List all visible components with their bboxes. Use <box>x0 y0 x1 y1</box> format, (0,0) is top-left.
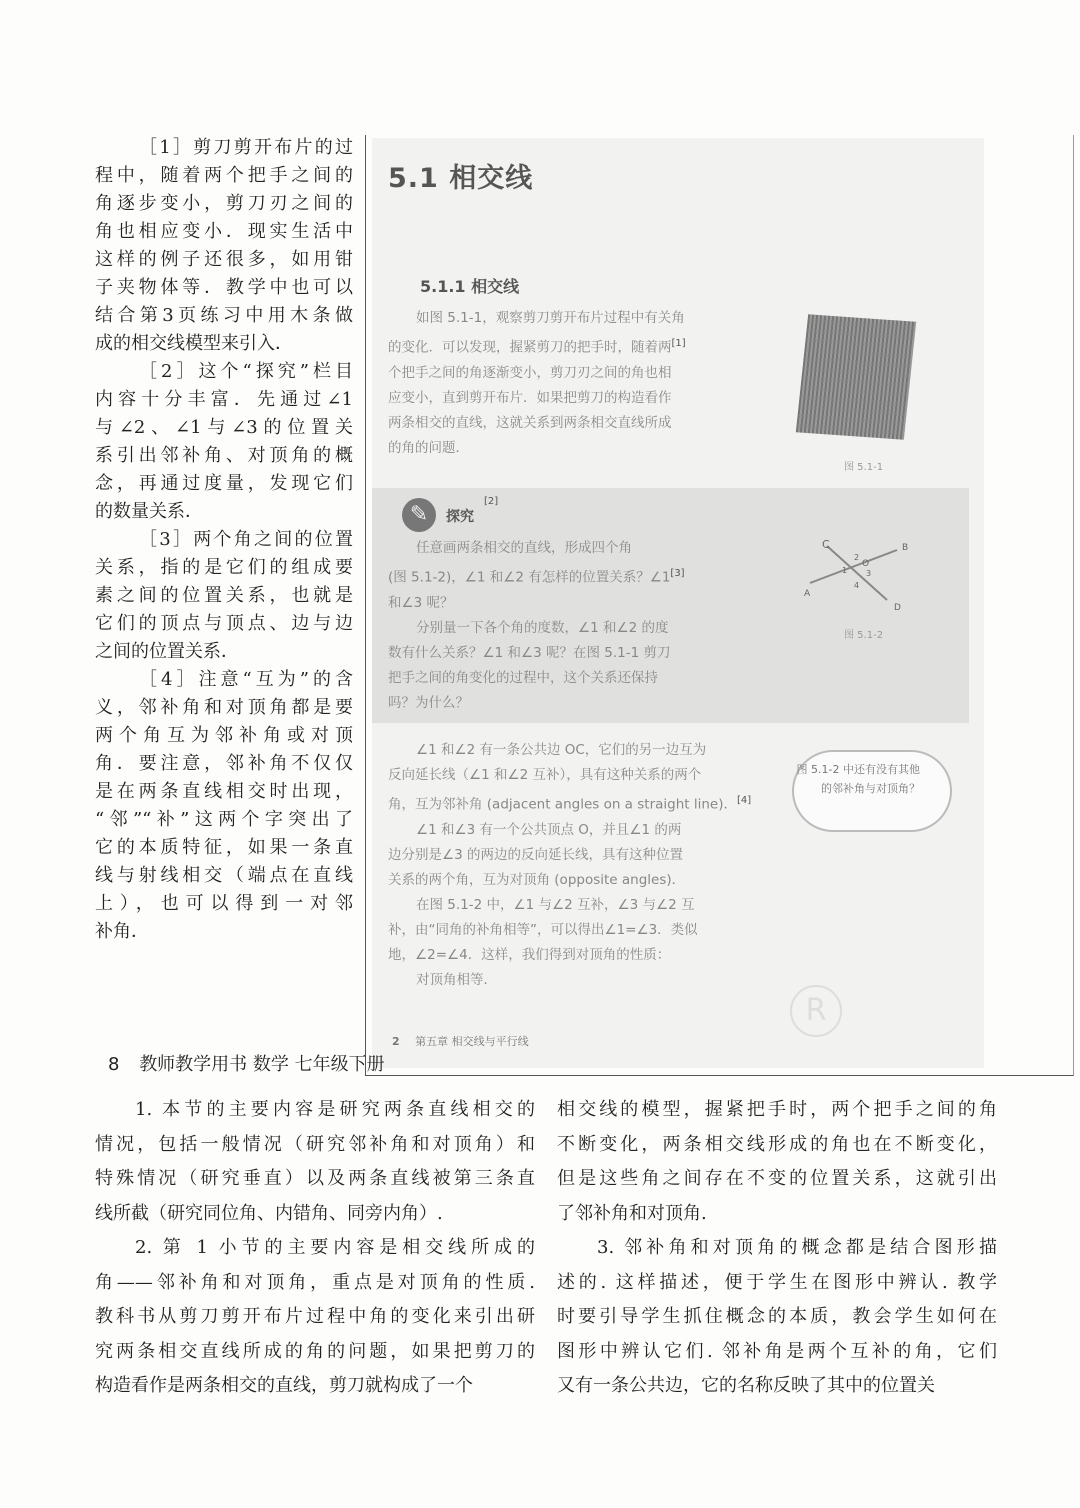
note-line: 义，邻补角和对顶角都是要 <box>95 697 353 718</box>
explore-text <box>388 536 758 716</box>
text-line: 和∠3 呢？ <box>388 594 454 611</box>
fig-label: 4 <box>854 581 860 590</box>
text-line: 的角的问题． <box>388 439 469 456</box>
note-line: 两个角互为邻补角或对顶 <box>95 725 353 746</box>
note-line: 角也相应变小．现实生活中 <box>95 221 353 242</box>
note-1 <box>95 134 353 358</box>
figure-caption: 图 5.1-1 <box>844 462 884 473</box>
note-line: 内容十分丰富．先通过∠1 <box>95 389 353 410</box>
note-marker: [1] <box>671 338 686 349</box>
text-line: 究两条相交直线所成的角的问题，如果把剪刀的 <box>95 1340 535 1362</box>
fig-label: 3 <box>866 569 872 578</box>
fig-label: B <box>902 543 909 553</box>
text-line: 但是这些角之间存在不变的位置关系，这就引出 <box>557 1168 997 1189</box>
text-line: 角，互为邻补角 (adjacent angles on a straight line)．[4] <box>388 795 752 813</box>
explore-box <box>372 488 969 723</box>
text-line: 分别量一下各个角的度数，∠1 和∠2 的度 <box>416 619 669 636</box>
section-title: 5.1 相交线 <box>388 163 534 194</box>
text-line: 邻补角与对顶角？ <box>832 782 920 795</box>
textbook-chapter: 第五章 相交线与平行线 <box>415 1035 529 1048</box>
text-line: 数有什么关系？∠1 和∠3 呢？在图 5.1-1 剪刀 <box>388 644 671 661</box>
watermark-registered-icon: R <box>790 985 842 1037</box>
note-line: 结合第3页练习中用木条做 <box>95 305 353 326</box>
fig-label: D <box>894 603 901 613</box>
scissors-cloth-figure <box>796 314 916 440</box>
note-line: 成的相交线模型来引入． <box>95 333 293 354</box>
note-3 <box>95 526 353 666</box>
note-marker: [2] <box>484 496 499 507</box>
text-line: 教科书从剪刀剪开布片过程中角的变化来引出研 <box>95 1306 535 1327</box>
text-line: 又有一条公共边，它的名称反映了其中的位置关 <box>557 1375 935 1396</box>
note-line: 补角． <box>95 921 149 942</box>
text-line: 两条相交的直线，这就关系到两条相交直线所成 <box>388 414 672 431</box>
text-line: 个把手之间的角逐渐变小，剪刀刃之间的角也相 <box>388 364 672 381</box>
note-line: 之间的位置关系． <box>95 641 239 662</box>
text-line: 特殊情况（研究垂直）以及两条直线被第三条直 <box>95 1168 535 1189</box>
text-line: ∠1 和∠2 有一条公共边 OC，它们的另一边互为 <box>416 742 707 758</box>
textbook-page <box>372 138 984 1068</box>
note-line: ［3］两个角之间的位置 <box>139 529 353 550</box>
note-line: 它们的顶点与顶点、边与边 <box>95 613 353 634</box>
note-line: 它的本质特征，如果一条直 <box>95 837 353 858</box>
fig-label: C <box>822 538 830 551</box>
explore-logo-icon: ✎ <box>402 498 436 532</box>
footer-line <box>108 1050 385 1076</box>
text-line: 构造看作是两条相交的直线，剪刀就构成了一个 <box>95 1375 473 1396</box>
note-line: ［1］剪刀剪开布片的过 <box>139 137 353 158</box>
explore-title: 探究 <box>446 509 474 525</box>
text-line: 3. 邻补角和对顶角的概念都是结合图形描 <box>597 1237 997 1258</box>
note-line: 线与射线相交（端点在直线 <box>95 865 353 886</box>
fig-label: A <box>804 589 811 599</box>
text-line: ∠1 和∠3 有一个公共顶点 O，并且∠1 的两 <box>416 821 682 838</box>
note-line: 与∠2、∠1与∠3的位置关 <box>95 417 353 438</box>
text-line: 任意画两条相交的直线，形成四个角 <box>416 540 632 556</box>
text-line: 对顶角相等． <box>416 971 497 988</box>
text-line: 边分别是∠3 的两边的反向延长线，具有这种位置 <box>388 846 683 863</box>
text-line: 线所截（研究同位角、内错角、同旁内角）. <box>95 1202 443 1224</box>
text-line: 把手之间的角变化的过程中，这个关系还保持 <box>388 669 658 686</box>
note-line: ［2］这个“探究”栏目 <box>139 361 353 382</box>
body-text <box>388 738 788 993</box>
note-line: “邻”“补”这两个字突出了 <box>95 809 353 830</box>
book-title: 教师教学用书 数学 七年级下册 <box>139 1054 385 1075</box>
note-line: 角．要注意，邻补角不仅仅 <box>95 753 353 774</box>
bottom-right-column <box>557 1093 997 1404</box>
text-line: 述的. 这样描述，便于学生在图形中辨认. 教学 <box>557 1271 997 1293</box>
text-line: 地，∠2=∠4．这样，我们得到对顶角的性质： <box>388 946 671 963</box>
intersecting-lines-figure <box>802 538 912 618</box>
text-line: 时要引导学生抓住概念的本质，教会学生如何在 <box>557 1306 997 1327</box>
figure-caption: 图 5.1-2 <box>844 630 884 641</box>
text-line: 相交线的模型，握紧把手时，两个把手之间的角 <box>557 1099 997 1120</box>
intro-paragraph <box>388 306 788 461</box>
text-line: 不断变化，两条相交线形成的角也在不断变化， <box>557 1133 997 1155</box>
text-line: 应变小，直到剪开布片．如果把剪刀的构造看作 <box>388 389 672 406</box>
textbook-footer <box>392 1033 529 1049</box>
text-line: 还有没有其他的 <box>821 763 920 795</box>
note-line: 子夹物体等．教学中也可以 <box>95 277 353 298</box>
note-line: 上），也可以得到一对邻 <box>95 893 353 914</box>
note-line: 这样的例子还很多，如用钳 <box>95 249 353 270</box>
fig-label: 2 <box>854 553 860 562</box>
note-marker: [4] <box>736 795 752 806</box>
note-4 <box>95 666 353 946</box>
note-line: 的数量关系． <box>95 501 203 522</box>
fig-label: O <box>862 559 870 569</box>
note-line: 关系，指的是它们的组成要 <box>95 557 353 578</box>
text-line: 角——邻补角和对顶角，重点是对顶角的性质. <box>95 1271 535 1293</box>
text-line: 图 5.1-2 中 <box>796 763 854 776</box>
note-line: 系引出邻补角、对顶角的概 <box>95 445 353 466</box>
note-line: 素之间的位置关系，也就是 <box>95 585 353 606</box>
textbook-page-number: 2 <box>392 1035 400 1048</box>
teacher-notes-column <box>95 134 353 946</box>
text-line: 如图 5.1-1，观察剪刀剪开布片过程中有关角 <box>416 310 685 326</box>
text-line: 情况，包括一般情况（研究邻补角和对顶角）和 <box>95 1133 535 1155</box>
text-line: 补，由“同角的补角相等”，可以得出∠1=∠3．类似 <box>388 921 698 938</box>
bottom-left-column <box>95 1093 535 1404</box>
text-line: 了邻补角和对顶角. <box>557 1202 707 1224</box>
note-line: 程中，随着两个把手之间的 <box>95 165 353 186</box>
note-line: ［4］注意“互为”的含 <box>139 669 353 690</box>
note-2 <box>95 358 353 526</box>
text-line: (图 5.1-2)，∠1 和∠2 有怎样的位置关系？∠1[3] <box>388 568 685 586</box>
note-marker: [3] <box>670 568 685 579</box>
note-line: 角逐步变小，剪刀刃之间的 <box>95 193 353 214</box>
subsection-title: 5.1.1 相交线 <box>420 277 520 296</box>
text-line: 2. 第 1 小节的主要内容是相交线所成的 <box>135 1237 535 1258</box>
text-line: 吗？为什么？ <box>388 694 469 711</box>
note-line: 是在两条直线相交时出现， <box>95 781 353 802</box>
thought-cloud <box>792 750 952 832</box>
text-line: 关系的两个角，互为对顶角 (opposite angles)． <box>388 871 686 888</box>
text-line: 图形中辨认它们. 邻补角是两个互补的角，它们 <box>557 1340 997 1362</box>
note-line: 念，再通过度量，发现它们 <box>95 473 353 494</box>
text-line: 的变化．可以发现，握紧剪刀的把手时，随着两[1] <box>388 338 686 356</box>
text-line: 在图 5.1-2 中，∠1 与∠2 互补，∠3 与∠2 互 <box>416 896 695 913</box>
fig-label: 1 <box>842 566 848 575</box>
text-line: 1. 本节的主要内容是研究两条直线相交的 <box>135 1099 535 1120</box>
page-number: 8 <box>108 1054 120 1075</box>
text-line: 反向延长线（∠1 和∠2 互补），具有这种关系的两个 <box>388 767 702 783</box>
